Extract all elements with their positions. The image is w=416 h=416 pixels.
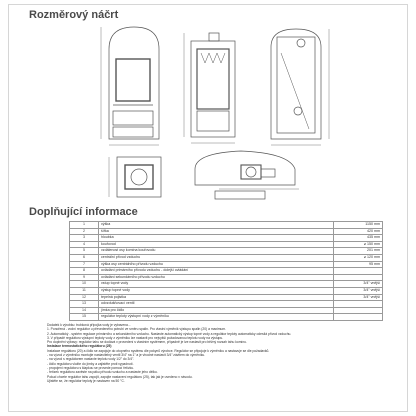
- row-label: vstup topné vody: [99, 281, 334, 288]
- row-number: 6: [70, 254, 99, 261]
- row-value: 420 mm: [334, 228, 383, 235]
- row-label: ovládání sekundárního přívodu vzduchu: [99, 274, 334, 281]
- row-value: ⌀ 120 mm: [334, 254, 383, 261]
- row-number: 15: [70, 314, 99, 321]
- table-row: [70, 254, 383, 261]
- row-value: 95 mm: [334, 261, 383, 268]
- table-row: [70, 287, 383, 294]
- notes-section: [47, 323, 383, 383]
- table-row: [70, 274, 383, 281]
- row-number: 12: [70, 294, 99, 301]
- table-row: [70, 307, 383, 314]
- note-line: 1. Ponořená - vodní regulátor u převedeného potrubí ve směru spalin. Pro vlastní výměník výstupu spalin (20) a maximum.: [47, 327, 227, 332]
- row-label: centrální přívod vzduchu: [99, 254, 334, 261]
- note-line: - řetízek regulátoru zavěste na páku přívodu vzduchu a nastavte jeho délku.: [47, 370, 158, 375]
- table-row: [70, 314, 383, 321]
- rear-view-drawing: [271, 29, 329, 145]
- row-value: [334, 268, 383, 275]
- note-line: - propojení regulátoru s klapkou se provede pomocí řetízku.: [47, 365, 135, 370]
- row-value: 435 mm: [334, 235, 383, 242]
- row-number: 8: [70, 268, 99, 275]
- row-label: jímka pro čidlo: [99, 307, 334, 314]
- row-label: hloubka: [99, 235, 334, 242]
- detail-section-drawing: [195, 151, 299, 199]
- dimension-drawings: [9, 19, 409, 204]
- row-value: [334, 307, 383, 314]
- sketch-heading: Rozměrový náčrt: [29, 9, 119, 21]
- note-line: Instalace regulátoru (20) a čidlo se zapojuje do otopného systému dle pokynů výrobce. Regulátor se připojuje k výměníku a nastavuje se dle požadavků.: [47, 348, 270, 353]
- row-number: 2: [70, 228, 99, 235]
- row-value: ⌀ 150 mm: [334, 241, 383, 248]
- note-line: 3. V případě regulátoru výstupní teploty vody z výměníku lze nastavit pro nejvyšší požadovanou teplotu vody na výstupu.: [47, 335, 224, 340]
- note-line: - na vývod s regulátorem nastavte teplotu vody 1/2" do 3/4".: [47, 357, 135, 362]
- row-number: 4: [70, 241, 99, 248]
- note-line: Pro doplnění výbavy: regulátor tahu se dodává v provedení s vlastním systémem, případně je lze nastavit pro běžný rozsah tahu komínu.: [47, 340, 247, 345]
- row-value: 3/4" vnější: [334, 294, 383, 301]
- row-label: tepelná pojistka: [99, 294, 334, 301]
- row-number: 13: [70, 301, 99, 308]
- note-line: - na vývod z výměníku montujte nastavitelný ventil 3/4" na 1" a je vhodné nastavit 3/4" závitem do výměníku.: [47, 353, 206, 358]
- row-number: 14: [70, 307, 99, 314]
- table-row: [70, 241, 383, 248]
- row-value: 3/4" vnější: [334, 281, 383, 288]
- document-page: [8, 4, 408, 412]
- row-number: 10: [70, 281, 99, 288]
- row-number: 3: [70, 235, 99, 242]
- row-value: 3/4" vnější: [334, 287, 383, 294]
- row-label: výstup topné vody: [99, 287, 334, 294]
- row-number: 5: [70, 248, 99, 255]
- info-heading: Doplňující informace: [29, 206, 138, 218]
- row-label: regulátor teploty výstupní vody z výměníku: [99, 314, 334, 321]
- note-line: 2. Automatický - systém regulace primárního a sekundárního vzduchu. Nastavte automatický výstup topné vody a regulátor teploty automaticky odesílá přívod vzduchu.: [47, 331, 292, 336]
- note-line: Dodatek k výrobku: trubková přípojka vody je vybavena...: [47, 323, 131, 327]
- table-row: [70, 248, 383, 255]
- table-row: [70, 228, 383, 235]
- row-label: vzdálenost osy komína kouřovodu: [99, 248, 334, 255]
- table-row: [70, 281, 383, 288]
- note-heading: Instalace termostatického regulátoru (25): [47, 344, 112, 349]
- note-line: Ujistěte se, že regulátor teploty je nastaven na 50 °C.: [47, 378, 125, 383]
- front-view-drawing: [101, 27, 159, 145]
- row-label: výška osy centrálního přívodu vzduchu: [99, 261, 334, 268]
- table-row: [70, 261, 383, 268]
- spec-table: [69, 221, 383, 321]
- note-line: - čidlo regulátoru vložte do jímky a zajistěte proti vypadnutí.: [47, 361, 134, 366]
- row-label: výška: [99, 222, 334, 229]
- row-value: [334, 274, 383, 281]
- row-number: 9: [70, 274, 99, 281]
- row-label: ovládání primárního přívodu vzduchu - dolejší ovládání: [99, 268, 334, 275]
- row-label: odvzdušňovací ventil: [99, 301, 334, 308]
- row-value: 201 mm: [334, 248, 383, 255]
- top-view-drawing: [109, 157, 161, 197]
- table-row: [70, 301, 383, 308]
- note-line: Pokud chcete regulátor tahu zapojit, zapojte nastavení regulátoru (25), tak jak je uvedeno v návodu.: [47, 374, 193, 379]
- row-label: kouřovod: [99, 241, 334, 248]
- table-row: [70, 294, 383, 301]
- row-label: šířka: [99, 228, 334, 235]
- row-number: 7: [70, 261, 99, 268]
- row-value: [334, 314, 383, 321]
- row-number: 11: [70, 287, 99, 294]
- table-row: [70, 222, 383, 229]
- row-value: 1150 mm: [334, 222, 383, 229]
- row-number: 1: [70, 222, 99, 229]
- side-view-drawing: [184, 33, 235, 143]
- table-row: [70, 268, 383, 275]
- row-value: [334, 301, 383, 308]
- table-row: [70, 235, 383, 242]
